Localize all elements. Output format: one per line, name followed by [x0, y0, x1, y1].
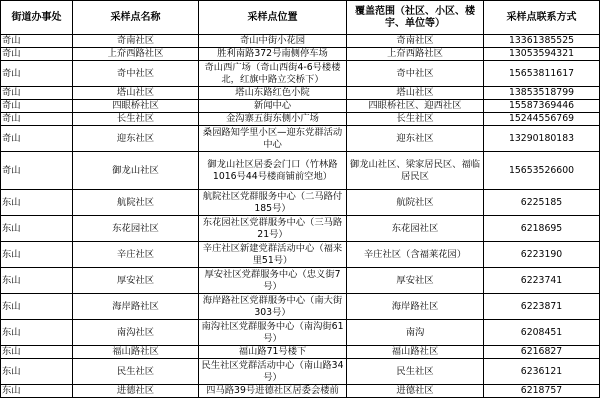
- table-row: [1, 216, 600, 242]
- table-row: [1, 346, 600, 359]
- header-contact: 采样点联系方式: [484, 1, 600, 35]
- cell-point-name: 南沟社区: [73, 320, 199, 346]
- cell-coverage: 御龙山社区、梁家居民区、福临居民区: [347, 152, 484, 190]
- header-row: [1, 1, 600, 35]
- cell-location: 海岸路社区党群服务中心（南大街303号）: [199, 294, 347, 320]
- cell-coverage: 厚安社区: [347, 268, 484, 294]
- cell-subdistrict: 东山: [1, 216, 73, 242]
- cell-subdistrict: 东山: [1, 190, 73, 216]
- cell-phone: 13361385525: [484, 35, 600, 48]
- cell-location: 奇山中街小花园: [199, 35, 347, 48]
- cell-location: 奇山西广场（奇山西街4-6号楼楼北，红旗中路立交桥下）: [199, 61, 347, 87]
- cell-coverage: 民生社区: [347, 359, 484, 385]
- cell-phone: 6216827: [484, 346, 600, 359]
- cell-phone: 15653526600: [484, 152, 600, 190]
- cell-point-name: 长生社区: [73, 113, 199, 126]
- cell-subdistrict: 东山: [1, 294, 73, 320]
- cell-phone: 6223741: [484, 268, 600, 294]
- table-row: [1, 385, 600, 398]
- cell-coverage: 四眼桥社区、迎西社区: [347, 100, 484, 113]
- cell-subdistrict: 奇山: [1, 100, 73, 113]
- cell-subdistrict: 东山: [1, 320, 73, 346]
- cell-location: 民生社区党群活动中心（南山路34号）: [199, 359, 347, 385]
- cell-point-name: 四眼桥社区: [73, 100, 199, 113]
- table-row: [1, 359, 600, 385]
- cell-phone: 13853518799: [484, 87, 600, 100]
- cell-phone: 6223190: [484, 242, 600, 268]
- table-row: [1, 113, 600, 126]
- cell-point-name: 奇中社区: [73, 61, 199, 87]
- cell-subdistrict: 奇山: [1, 113, 73, 126]
- table-row: [1, 126, 600, 152]
- cell-subdistrict: 奇山: [1, 126, 73, 152]
- cell-location: 四马路39号进德社区居委会楼前: [199, 385, 347, 398]
- cell-point-name: 厚安社区: [73, 268, 199, 294]
- header-point-name: 采样点名称: [73, 1, 199, 35]
- cell-location: 福山路71号楼下: [199, 346, 347, 359]
- cell-subdistrict: 东山: [1, 268, 73, 294]
- cell-coverage: 奇中社区: [347, 61, 484, 87]
- cell-subdistrict: 东山: [1, 385, 73, 398]
- table-row: [1, 268, 600, 294]
- cell-coverage: 海岸路社区: [347, 294, 484, 320]
- cell-point-name: 上夼西路社区: [73, 48, 199, 61]
- cell-phone: 15587369446: [484, 100, 600, 113]
- cell-location: 南沟社区党群服务中心（南沟街61号）: [199, 320, 347, 346]
- cell-subdistrict: 奇山: [1, 87, 73, 100]
- cell-phone: 15653811617: [484, 61, 600, 87]
- cell-coverage: 塔山社区: [347, 87, 484, 100]
- cell-location: 新闻中心: [199, 100, 347, 113]
- cell-phone: 6225185: [484, 190, 600, 216]
- cell-point-name: 御龙山社区: [73, 152, 199, 190]
- cell-phone: 6218757: [484, 385, 600, 398]
- cell-phone: 6208451: [484, 320, 600, 346]
- table-row: [1, 35, 600, 48]
- cell-subdistrict: 东山: [1, 359, 73, 385]
- cell-subdistrict: 奇山: [1, 35, 73, 48]
- cell-location: 厚安社区党群服务中心（忠义街7号）: [199, 268, 347, 294]
- cell-coverage: 进德社区: [347, 385, 484, 398]
- table-row: [1, 294, 600, 320]
- cell-phone: 13053594321: [484, 48, 600, 61]
- cell-coverage: 东花园社区: [347, 216, 484, 242]
- cell-coverage: 长生社区: [347, 113, 484, 126]
- cell-point-name: 奇南社区: [73, 35, 199, 48]
- cell-location: 御龙山社区居委会门口（竹林路1016号44号楼商铺前空地）: [199, 152, 347, 190]
- cell-subdistrict: 奇山: [1, 48, 73, 61]
- table-row: [1, 242, 600, 268]
- cell-coverage: 辛庄社区（含福莱花园）: [347, 242, 484, 268]
- cell-subdistrict: 奇山: [1, 61, 73, 87]
- cell-phone: 13290180183: [484, 126, 600, 152]
- table-row: [1, 152, 600, 190]
- cell-point-name: 东花园社区: [73, 216, 199, 242]
- cell-location: 桑园路知学里小区—迎东党群活动中心: [199, 126, 347, 152]
- cell-point-name: 海岸路社区: [73, 294, 199, 320]
- cell-subdistrict: 奇山: [1, 152, 73, 190]
- cell-subdistrict: 东山: [1, 242, 73, 268]
- cell-location: 胜利南路372号南侧停车场: [199, 48, 347, 61]
- header-coverage: 覆盖范围（社区、小区、楼宇、单位等）: [347, 1, 484, 35]
- cell-point-name: 航院社区: [73, 190, 199, 216]
- cell-location: 金沟寨五街东侧小广场: [199, 113, 347, 126]
- cell-point-name: 福山路社区: [73, 346, 199, 359]
- cell-coverage: 上夼西路社区: [347, 48, 484, 61]
- cell-point-name: 辛庄社区: [73, 242, 199, 268]
- table-row: [1, 190, 600, 216]
- table-row: [1, 48, 600, 61]
- cell-coverage: 奇南社区: [347, 35, 484, 48]
- table-row: [1, 87, 600, 100]
- cell-point-name: 塔山社区: [73, 87, 199, 100]
- cell-location: 航院社区党群服务中心（二马路付185号）: [199, 190, 347, 216]
- cell-phone: 6223871: [484, 294, 600, 320]
- cell-location: 辛庄社区新建党群活动中心（福来里51号）: [199, 242, 347, 268]
- cell-phone: 15244556769: [484, 113, 600, 126]
- cell-point-name: 进德社区: [73, 385, 199, 398]
- header-subdistrict: 街道办事处: [1, 1, 73, 35]
- header-location: 采样点位置: [199, 1, 347, 35]
- table-row: [1, 61, 600, 87]
- cell-point-name: 迎东社区: [73, 126, 199, 152]
- cell-coverage: 福山路社区: [347, 346, 484, 359]
- table-row: [1, 100, 600, 113]
- cell-coverage: 南沟: [347, 320, 484, 346]
- table-row: [1, 320, 600, 346]
- cell-location: 塔山东路红色小院: [199, 87, 347, 100]
- cell-coverage: 航院社区: [347, 190, 484, 216]
- cell-point-name: 民生社区: [73, 359, 199, 385]
- cell-phone: 6218695: [484, 216, 600, 242]
- cell-subdistrict: 东山: [1, 346, 73, 359]
- cell-phone: 6236121: [484, 359, 600, 385]
- cell-location: 东花园社区党群服务中心（三马路21号）: [199, 216, 347, 242]
- cell-coverage: 迎东社区: [347, 126, 484, 152]
